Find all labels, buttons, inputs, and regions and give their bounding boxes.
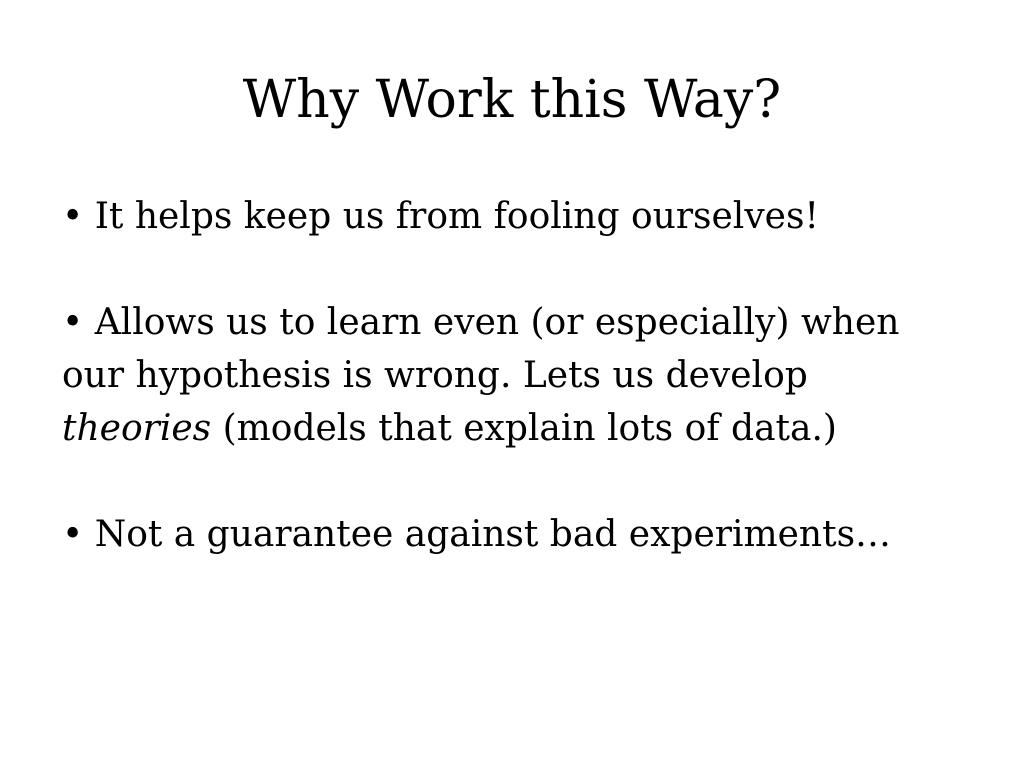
bullet-text: It helps keep us from fooling ourselves! <box>94 196 819 237</box>
bullet-item <box>62 190 942 243</box>
bullet-marker: • <box>62 514 84 555</box>
bullet-item <box>62 296 942 455</box>
bullet-marker: • <box>62 196 84 237</box>
bullet-text: Not a guarantee against bad experiments… <box>94 514 892 555</box>
emphasized-term: theories <box>62 408 212 449</box>
bullet-text-before: Allows us to learn even (or especially) when our hypothesis is wrong. Lets us develop <box>62 302 900 396</box>
bullet-text-after: (models that explain lots of data.) <box>211 408 837 449</box>
bullet-marker: • <box>62 302 84 343</box>
bullet-item <box>62 508 942 561</box>
slide-title: Why Work this Way? <box>242 70 782 130</box>
bullet-list <box>62 190 942 561</box>
